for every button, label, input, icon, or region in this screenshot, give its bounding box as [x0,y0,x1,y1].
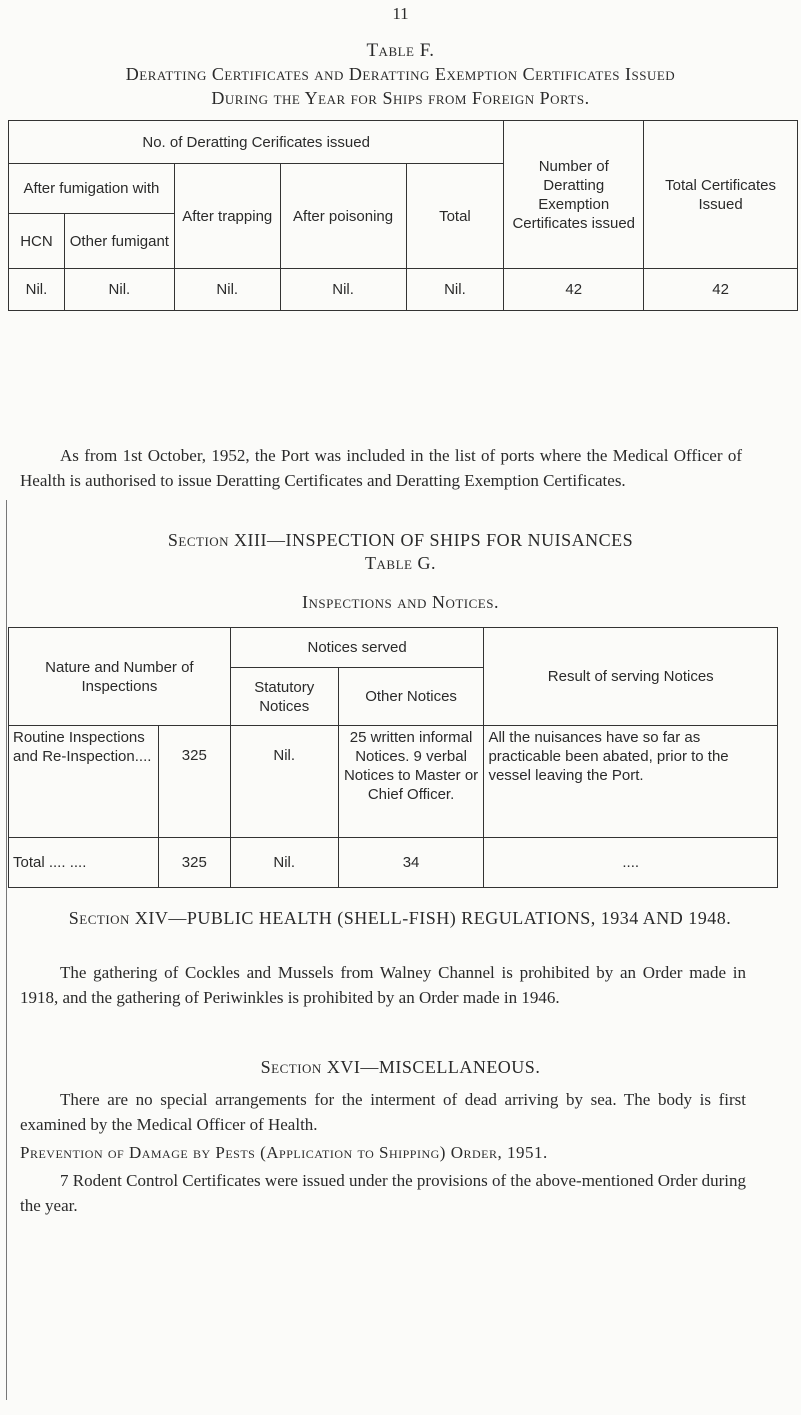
header-other-notices: Other Notices [338,668,484,726]
header-nature: Nature and Number of Inspections [9,628,231,726]
order-heading: Prevention of Damage by Pests (Application to Shipping) Order, 1951. [20,1143,548,1162]
cell-hcn: Nil. [9,269,65,311]
section-13-title: Section XIII—INSPECTION OF SHIPS FOR NUISANCES [167,530,634,550]
header-fumigation: After fumigation with [9,164,175,214]
section-16-title: Section XVI—MISCELLANEOUS. [260,1057,541,1077]
cell-total-statutory: Nil. [230,838,338,888]
paragraph-1: As from 1st October, 1952, the Port was included in the list of ports where the Medical Officer of Health is authorised to issue Deratting Certificates and Deratting Exemption Certificates. [20,446,742,490]
cell-other-fumigant: Nil. [64,269,174,311]
order-text: 7 Rodent Control Certificates were issued under the provisions of the above-mentioned Order during the year. [20,1171,746,1215]
header-other-fumigant: Other fumigant [64,214,174,269]
cell-routine-statutory: Nil. [230,726,338,838]
section-14-text: The gathering of Cockles and Mussels from Walney Channel is prohibited by an Order made in 1918, and the gathering of Periwinkles is prohibited by an Order made in 1946. [20,963,746,1007]
cell-exemption: 42 [504,269,644,311]
header-statutory: Statutory Notices [230,668,338,726]
page-number: 11 [392,4,409,23]
header-trapping: After trapping [174,164,280,269]
section-16-text: There are no special arrangements for the interment of dead arriving by sea. The body is first examined by the Medical Officer of Health. [20,1090,746,1134]
header-deratting-group: No. of Deratting Cerificates issued [9,121,504,164]
table-f [8,120,798,311]
table-g-title: Inspections and Notices. [302,592,499,612]
cell-total-other: 34 [338,838,484,888]
header-exemption: Number of Deratting Exemption Certificates issued [504,121,644,269]
cell-routine-other: 25 written informal Notices. 9 verbal Notices to Master or Chief Officer. [338,726,484,838]
cell-total-label: Total .... .... [9,838,159,888]
table-g-label: Table G. [365,553,436,573]
section-14-title: Section XIV—PUBLIC HEALTH (SHELL-FISH) REGULATIONS, 1934 AND 1948. [68,908,732,928]
header-notices-served: Notices served [230,628,484,668]
header-poisoning: After poisoning [280,164,406,269]
cell-total-issued: 42 [644,269,798,311]
cell-total-count: 325 [158,838,230,888]
cell-total-result: .... [484,838,778,888]
binding-edge [6,500,7,1400]
cell-trapping: Nil. [174,269,280,311]
header-result: Result of serving Notices [484,628,778,726]
table-f-title-1: Deratting Certificates and Deratting Exemption Certificates Issued [125,64,676,84]
cell-routine-label: Routine Inspections and Re-Inspection.... [9,726,159,838]
cell-total: Nil. [406,269,504,311]
cell-routine-count: 325 [158,726,230,838]
table-f-title-2: During the Year for Ships from Foreign Ports. [211,88,590,108]
header-hcn: HCN [9,214,65,269]
table-f-label: Table F. [366,40,435,61]
cell-poisoning: Nil. [280,269,406,311]
table-g [8,627,778,888]
header-total: Total [406,164,504,269]
header-total-issued: Total Certificates Issued [644,121,798,269]
cell-routine-result: All the nuisances have so far as practicable been abated, prior to the vessel leaving the Port. [484,726,778,838]
